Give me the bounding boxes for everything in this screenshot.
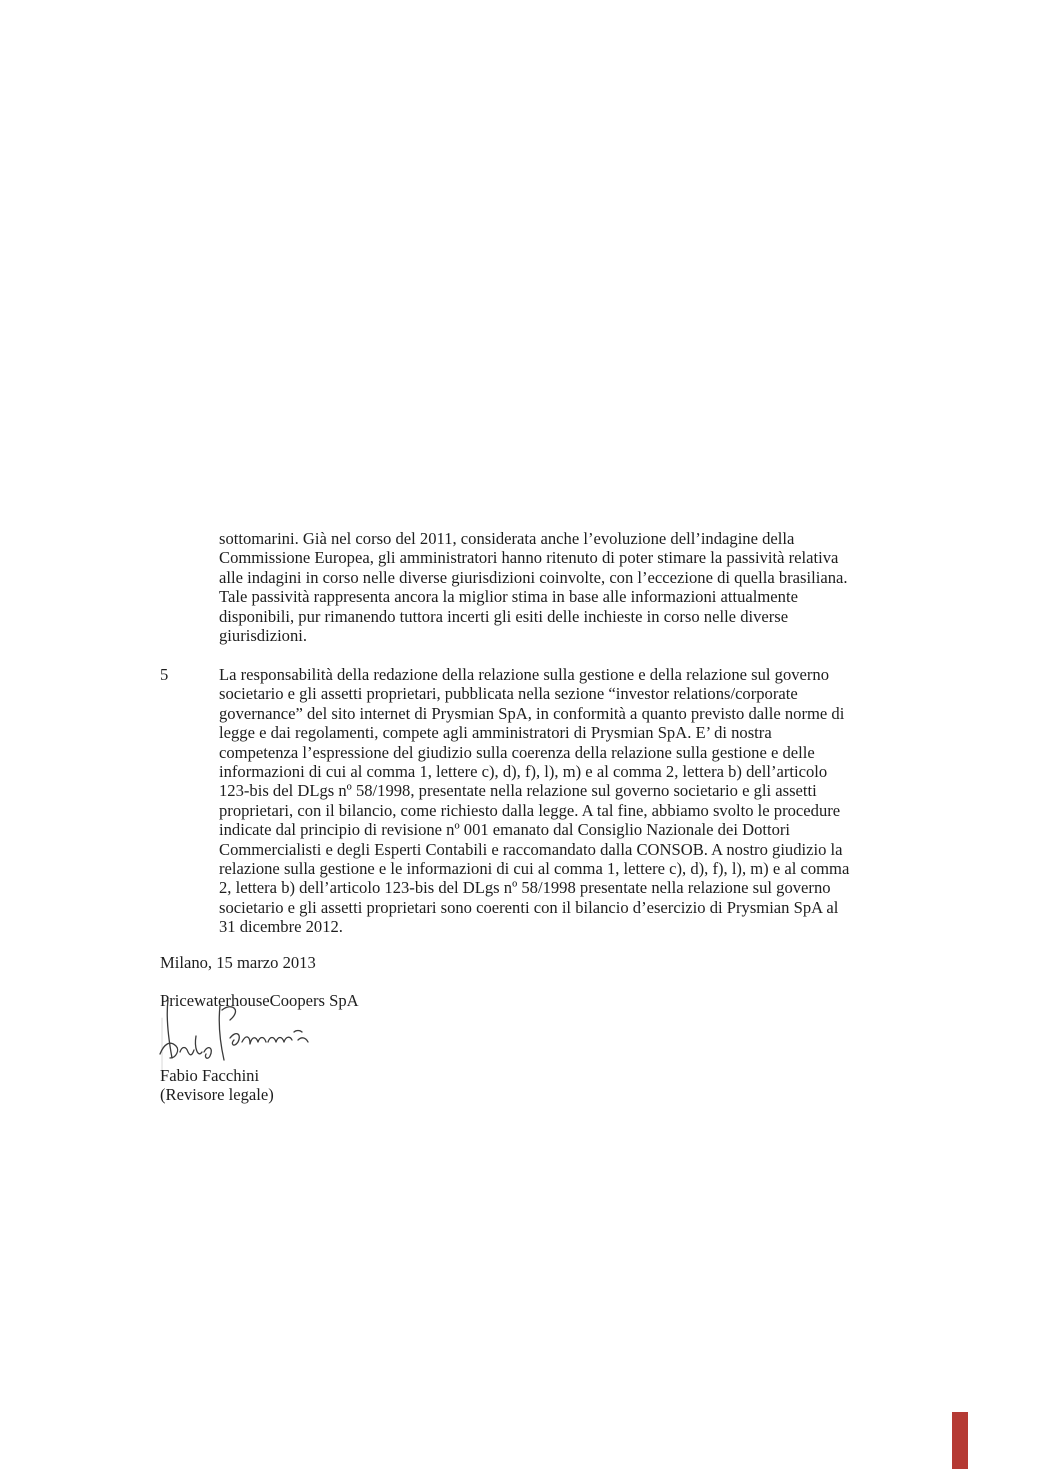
signer-role: (Revisore legale)	[160, 1085, 274, 1104]
section-5-paragraph: La responsabilità della redazione della relazione sulla gestione e della relazione sul governo societario e gli assetti proprietari, pubblicata nella sezione “investor relations/corporate governance” del sito internet di Prysmian SpA, in conformità a quanto previsto dalle norme di legge e dai regolamenti, compete agli amministratori di Prysmian SpA. E’ di nostra competenza l’espressione del giudizio sulla coerenza della relazione sulla gestione e delle informazioni di cui al comma 1, lettere c), d), f), l), m) e al comma 2, lettera b) dell’articolo 123-bis del DLgs nº 58/1998, presentate nella relazione sul governo societario e gli assetti proprietari, con il bilancio, come richiesto dalla legge. A tal fine, abbiamo svolto le procedure indicate dal principio di revisione nº 001 emanato dal Consiglio Nazionale dei Dottori Commercialisti e degli Esperti Contabili e raccomandato dalla CONSOB. A nostro giudizio la relazione sulla gestione e le informazioni di cui al comma 1, lettere c), d), f), l), m) e al comma 2, lettera b) dell’articolo 123-bis del DLgs nº 58/1998 presentate nella relazione sul governo societario e gli assetti proprietari sono coerenti con il bilancio d’esercizio di Prysmian SpA al 31 dicembre 2012.	[219, 665, 850, 937]
place-date: Milano, 15 marzo 2013	[160, 953, 316, 972]
section-number: 5	[160, 665, 169, 684]
handwritten-signature	[130, 996, 330, 1076]
page-marker-bar	[952, 1412, 968, 1469]
continued-paragraph: sottomarini. Già nel corso del 2011, considerata anche l’evoluzione dell’indagine della Commissione Europea, gli amministratori hanno ritenuto di poter stimare la passività relativa alle indagini in corso nelle diverse giurisdizioni coinvolte, con l’eccezione di quella brasiliana. Tale passività rappresenta ancora la miglior stima in base alle informazioni attualmente disponibili, pur rimanendo tuttora incerti gli esiti delle inchieste in corso nelle diverse giurisdizioni.	[219, 529, 848, 646]
signer-name: Fabio Facchini	[160, 1066, 260, 1085]
firm-name: PricewaterhouseCoopers SpA	[160, 991, 359, 1010]
